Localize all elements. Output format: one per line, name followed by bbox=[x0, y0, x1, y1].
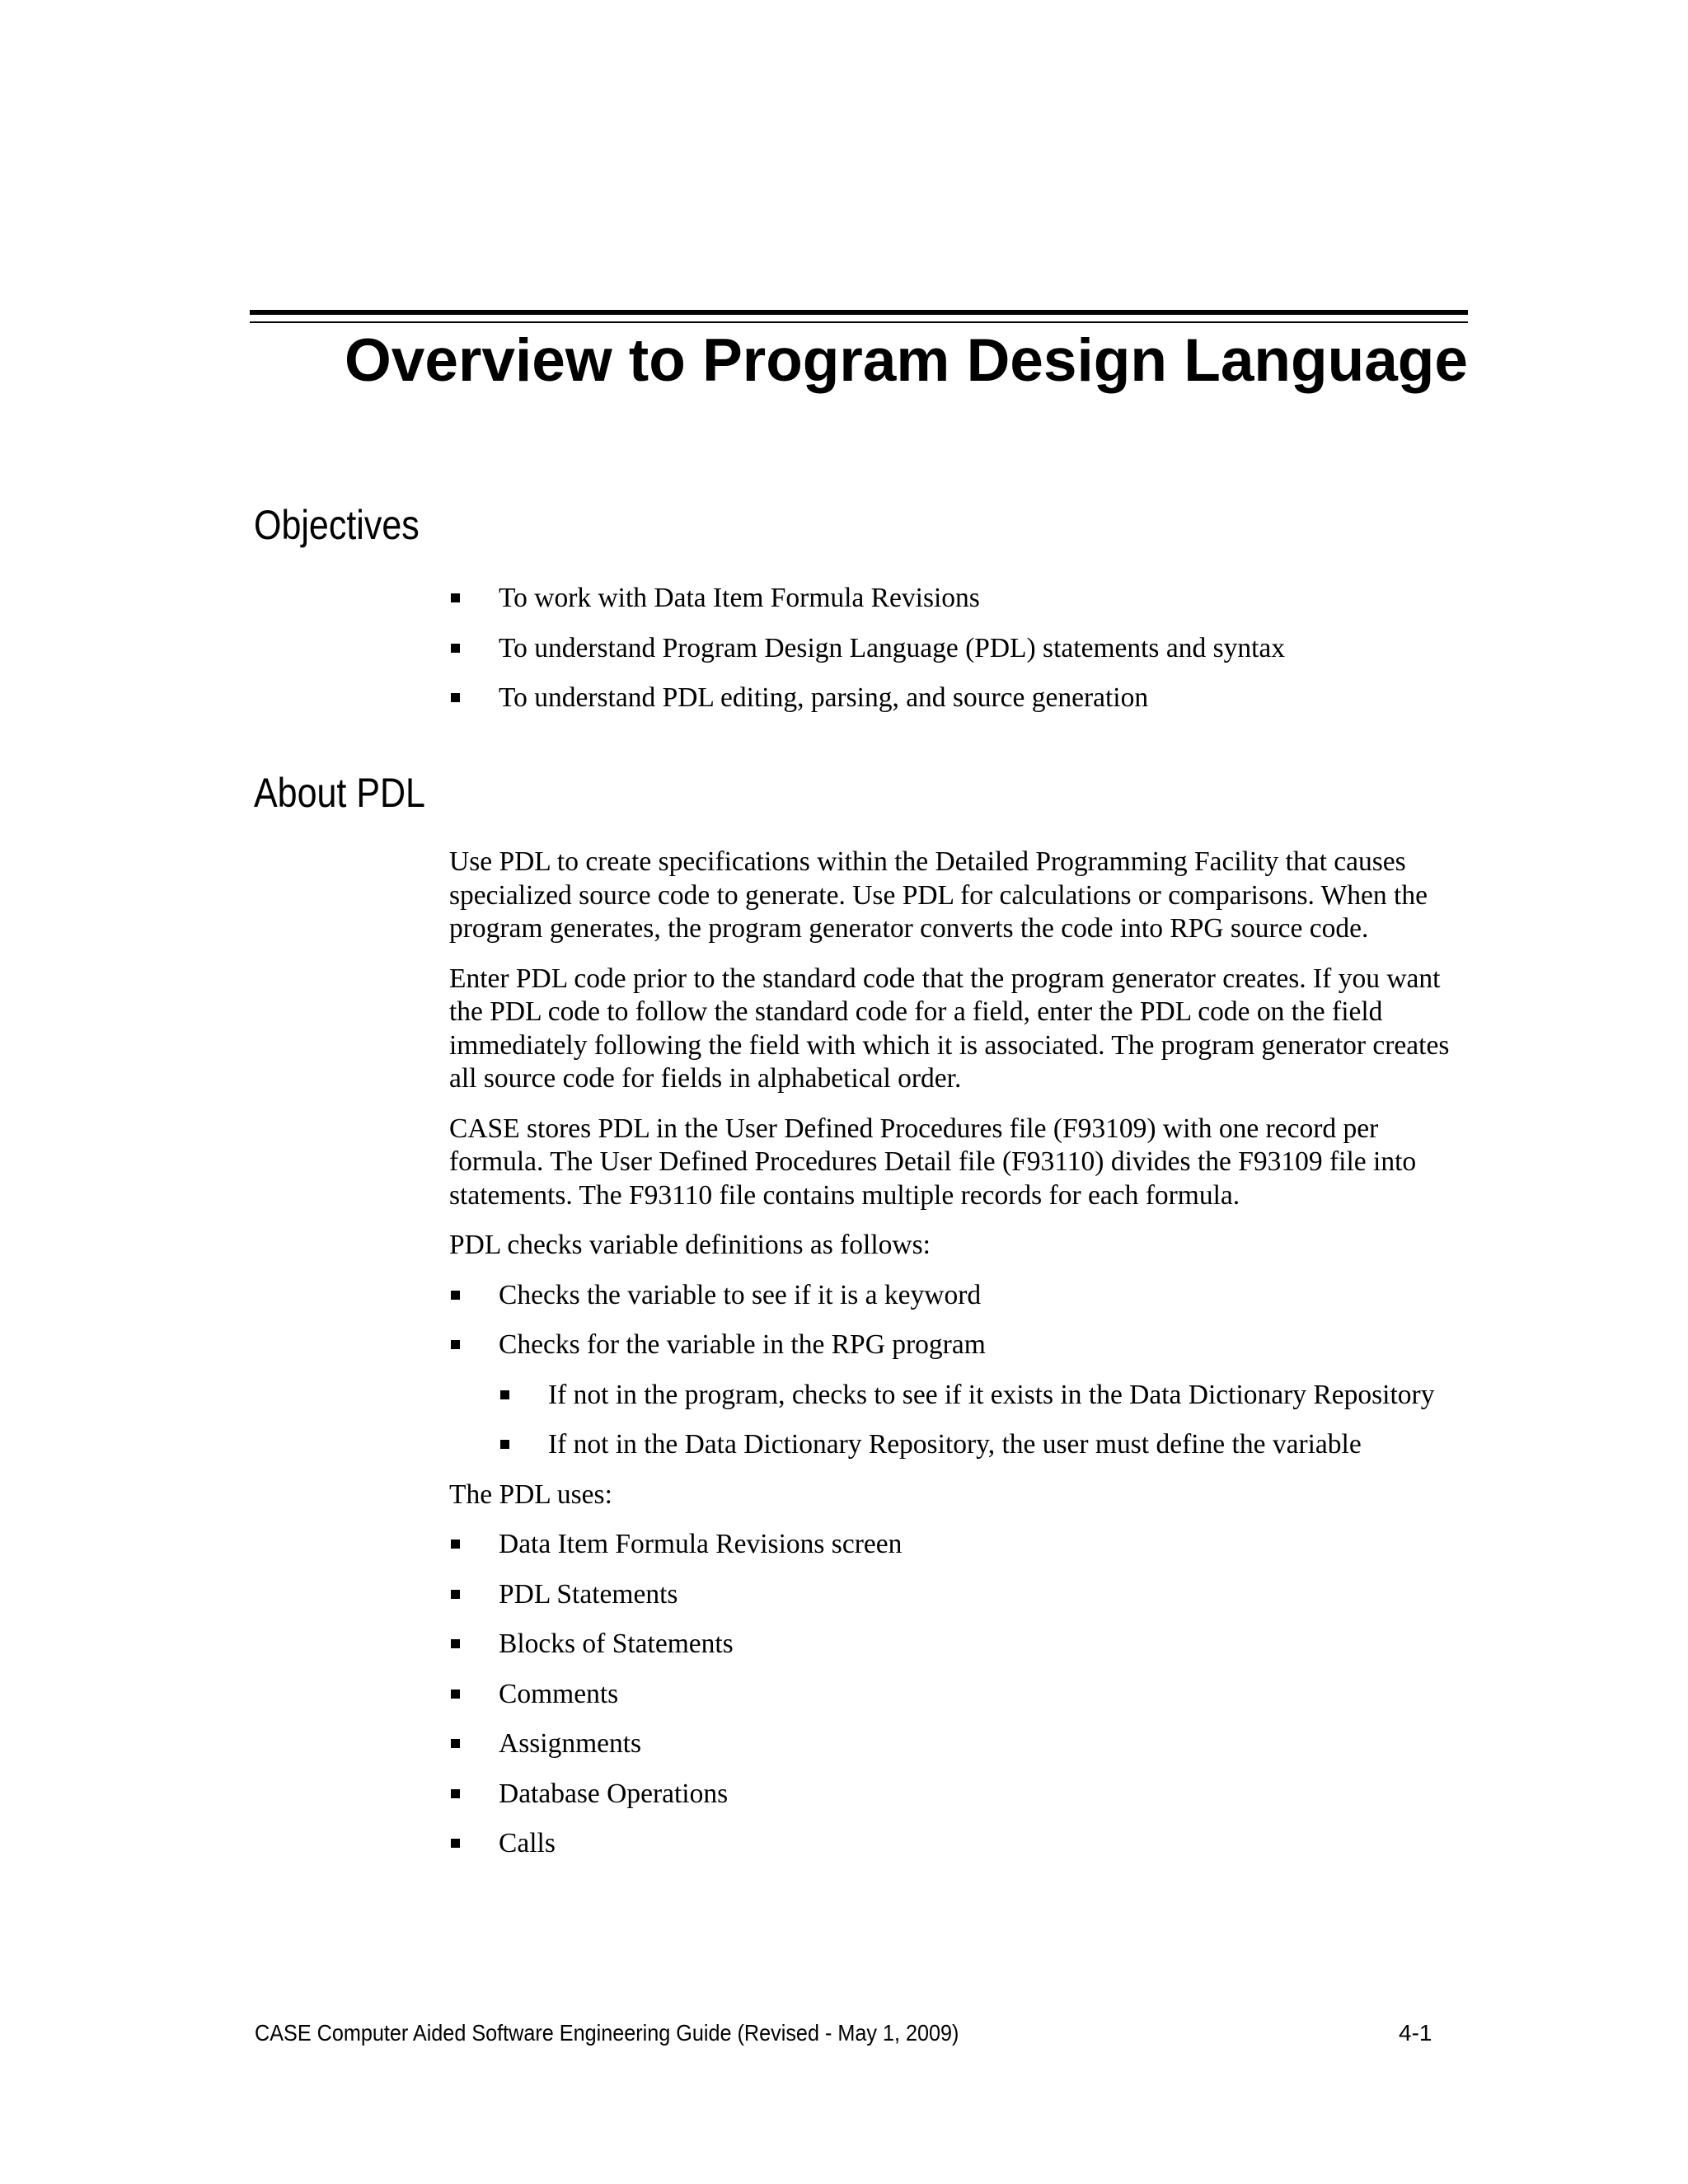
list-item: If not in the program, checks to see if it exists in the Data Dictionary Repository bbox=[499, 1379, 1471, 1413]
list-item: Data Item Formula Revisions screen bbox=[449, 1528, 1471, 1562]
checks-intro: PDL checks variable definitions as follows: bbox=[449, 1230, 931, 1260]
list-item: Checks the variable to see if it is a keyword bbox=[449, 1279, 1471, 1313]
list-item: To understand Program Design Language (PDL) statements and syntax bbox=[449, 632, 1471, 666]
about-pdl-body bbox=[449, 846, 1471, 1877]
paragraph: Enter PDL code prior to the standard code that the program generator creates. If you want the PDL code to follow the standard code for a field, enter the PDL code on the field immediately following the field with which it is associated. The program generator creates all source code for fields in alphabetical order. bbox=[449, 963, 1450, 1094]
objectives-list bbox=[449, 582, 1471, 732]
uses-intro: The PDL uses: bbox=[449, 1479, 612, 1510]
chapter-title: Overview to Program Design Language bbox=[344, 327, 1468, 394]
paragraph: CASE stores PDL in the User Defined Procedures file (F93109) with one record per formula. The User Defined Procedures Detail file (F93110) divides the F93109 file into statements. The F93110 file contains multiple records for each formula. bbox=[449, 1113, 1417, 1211]
objectives-heading: Objectives bbox=[254, 502, 420, 548]
list-item: Checks for the variable in the RPG program bbox=[449, 1329, 1471, 1362]
list-item: Comments bbox=[449, 1678, 1471, 1712]
about-pdl-heading: About PDL bbox=[254, 770, 425, 816]
paragraph: Use PDL to create specifications within the Detailed Programming Facility that causes specialized source code to generate. Use PDL for calculations or comparisons. When the program generates, the program generator converts the code into RPG source code. bbox=[449, 846, 1428, 944]
list-item: Calls bbox=[449, 1827, 1471, 1861]
footer-document-title: CASE Computer Aided Software Engineering Guide (Revised - May 1, 2009) bbox=[255, 2020, 959, 2046]
list-item: To work with Data Item Formula Revisions bbox=[449, 582, 1471, 616]
checks-list bbox=[449, 1279, 1471, 1362]
list-item: Database Operations bbox=[449, 1778, 1471, 1811]
uses-list bbox=[449, 1528, 1471, 1861]
list-item: Blocks of Statements bbox=[449, 1628, 1471, 1661]
list-item: To understand PDL editing, parsing, and source generation bbox=[449, 682, 1471, 715]
list-item: Assignments bbox=[449, 1727, 1471, 1761]
title-rule-thick bbox=[250, 310, 1468, 315]
list-item: If not in the Data Dictionary Repository, the user must define the variable bbox=[499, 1428, 1471, 1462]
checks-sub-list bbox=[499, 1379, 1471, 1462]
footer-page-number: 4-1 bbox=[1399, 2020, 1432, 2046]
list-item: PDL Statements bbox=[449, 1578, 1471, 1612]
